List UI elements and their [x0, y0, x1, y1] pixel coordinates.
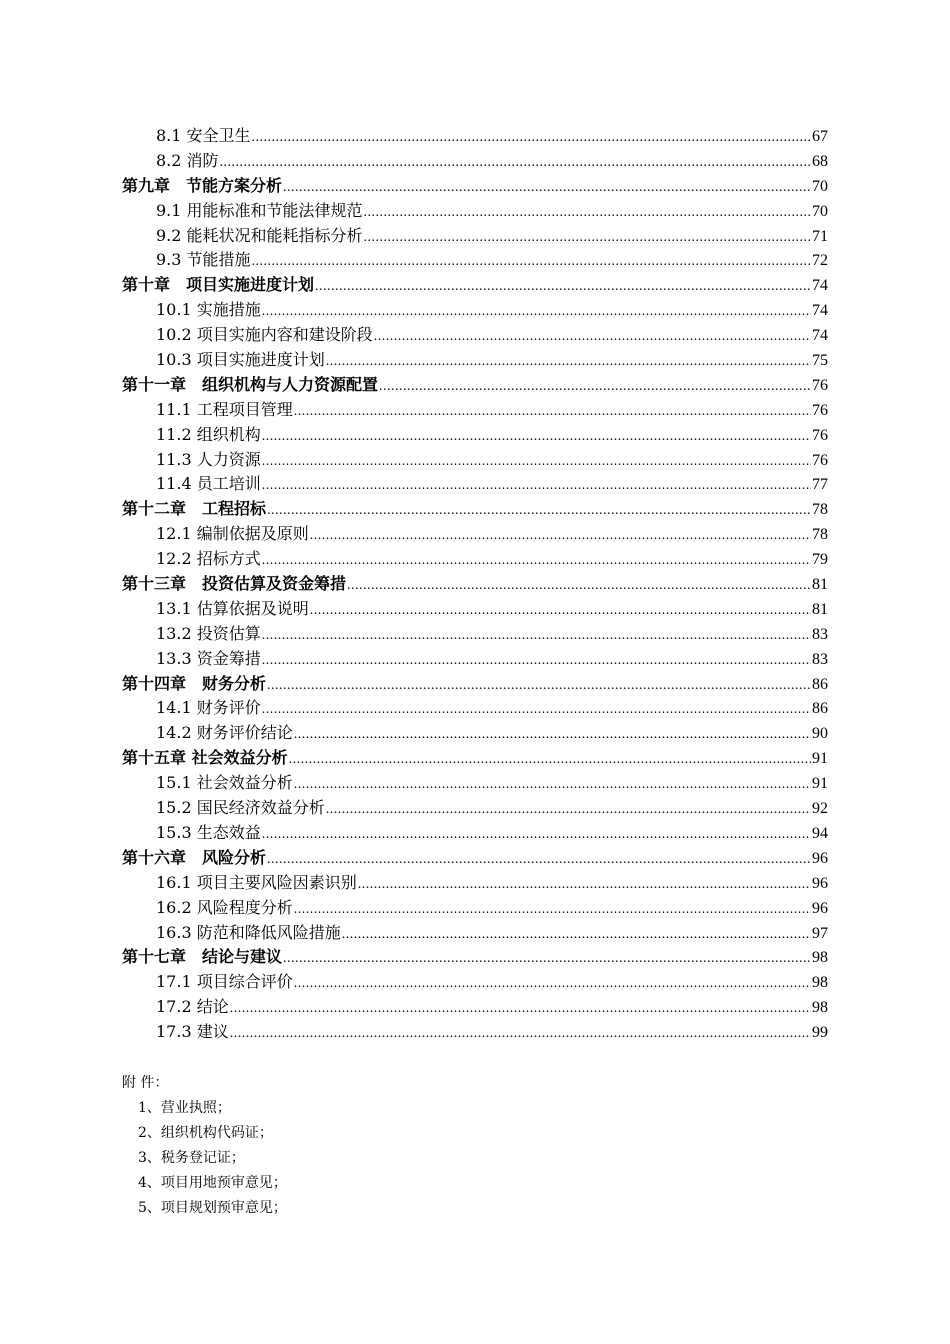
toc-entry-page-number: 81 — [812, 576, 828, 594]
toc-section-entry[interactable] — [122, 970, 828, 995]
toc-chapter-entry[interactable] — [122, 373, 828, 398]
toc-entry-title: 10.1 实施措施 — [156, 300, 261, 320]
toc-entry-page-number: 97 — [812, 924, 828, 942]
toc-entry-title: 17.2 结论 — [156, 997, 229, 1017]
toc-dot-leader — [267, 848, 811, 871]
toc-entry-page-number: 83 — [812, 650, 828, 668]
toc-entry-title: 11.3 人力资源 — [156, 449, 261, 469]
toc-entry-title: 9.3 节能措施 — [156, 250, 251, 270]
toc-entry-title: 10.3 项目实施进度计划 — [156, 350, 325, 370]
table-of-contents — [122, 124, 828, 1045]
attachment-item: 5、项目规划预审意见； — [138, 1200, 287, 1216]
toc-section-entry[interactable] — [122, 796, 828, 821]
toc-chapter-entry[interactable] — [122, 846, 828, 871]
attachments-heading: 附 件： — [122, 1075, 169, 1091]
toc-section-entry[interactable] — [122, 323, 828, 348]
toc-section-entry[interactable] — [122, 647, 828, 672]
attachment-item: 1、营业执照； — [138, 1100, 231, 1116]
toc-section-entry[interactable] — [122, 248, 828, 273]
toc-dot-leader — [220, 151, 811, 174]
toc-entry-page-number: 68 — [812, 152, 828, 170]
toc-entry-title: 15.2 国民经济效益分析 — [156, 798, 325, 818]
toc-entry-title: 15.1 社会效益分析 — [156, 773, 293, 793]
toc-entry-title: 13.3 资金筹措 — [156, 648, 261, 668]
toc-section-entry[interactable] — [122, 423, 828, 448]
toc-chapter-entry[interactable] — [122, 572, 828, 597]
toc-entry-title: 10.2 项目实施内容和建设阶段 — [156, 325, 373, 345]
toc-dot-leader — [230, 1022, 811, 1045]
toc-section-entry[interactable] — [122, 622, 828, 647]
toc-entry-title: 第十三章 投资估算及资金筹措 — [122, 574, 347, 594]
toc-entry-page-number: 74 — [812, 302, 828, 320]
toc-entry-title: 12.2 招标方式 — [156, 549, 261, 569]
toc-section-entry[interactable] — [122, 149, 828, 174]
toc-entry-title: 9.2 能耗状况和能耗指标分析 — [156, 225, 363, 245]
toc-section-entry[interactable] — [122, 821, 828, 846]
toc-entry-page-number: 70 — [812, 202, 828, 220]
toc-entry-page-number: 98 — [812, 999, 828, 1017]
toc-entry-page-number: 94 — [812, 824, 828, 842]
toc-entry-title: 13.2 投资估算 — [156, 623, 261, 643]
toc-section-entry[interactable] — [122, 199, 828, 224]
toc-entry-title: 第十四章 财务分析 — [122, 673, 267, 693]
toc-entry-page-number: 76 — [812, 426, 828, 444]
toc-entry-title: 11.2 组织机构 — [156, 424, 261, 444]
toc-dot-leader — [252, 126, 811, 149]
toc-dot-leader — [267, 499, 811, 522]
toc-entry-title: 12.1 编制依据及原则 — [156, 524, 309, 544]
attachments-section — [122, 1070, 822, 1221]
toc-dot-leader — [294, 972, 811, 995]
toc-dot-leader — [310, 524, 811, 547]
toc-dot-leader — [252, 250, 811, 273]
toc-dot-leader — [289, 748, 811, 771]
toc-entry-title: 14.2 财务评价结论 — [156, 723, 293, 743]
toc-section-entry[interactable] — [122, 124, 828, 149]
toc-dot-leader — [230, 997, 811, 1020]
toc-section-entry[interactable] — [122, 522, 828, 547]
toc-entry-title: 16.1 项目主要风险因素识别 — [156, 872, 357, 892]
toc-dot-leader — [358, 873, 811, 896]
attachment-item: 2、组织机构代码证； — [138, 1125, 273, 1141]
toc-dot-leader — [364, 226, 811, 249]
toc-entry-page-number: 96 — [812, 849, 828, 867]
toc-entry-title: 第九章 节能方案分析 — [122, 175, 283, 195]
toc-entry-page-number: 78 — [812, 526, 828, 544]
toc-dot-leader — [310, 599, 811, 622]
toc-entry-title: 17.3 建议 — [156, 1022, 229, 1042]
toc-entry-title: 17.1 项目综合评价 — [156, 972, 293, 992]
toc-chapter-entry[interactable] — [122, 497, 828, 522]
toc-dot-leader — [262, 649, 811, 672]
toc-dot-leader — [262, 425, 811, 448]
toc-entry-page-number: 91 — [812, 775, 828, 793]
toc-dot-leader — [294, 773, 811, 796]
toc-dot-leader — [374, 325, 811, 348]
toc-dot-leader — [262, 300, 811, 323]
toc-entry-page-number: 96 — [812, 874, 828, 892]
toc-section-entry[interactable] — [122, 871, 828, 896]
toc-entry-page-number: 71 — [812, 227, 828, 245]
toc-dot-leader — [283, 176, 811, 199]
toc-section-entry[interactable] — [122, 696, 828, 721]
toc-dot-leader — [326, 350, 811, 373]
toc-dot-leader — [326, 798, 811, 821]
toc-dot-leader — [379, 375, 811, 398]
toc-entry-title: 15.3 生态效益 — [156, 822, 261, 842]
toc-section-entry[interactable] — [122, 298, 828, 323]
toc-entry-title: 第十章 项目实施进度计划 — [122, 275, 315, 295]
toc-entry-page-number: 98 — [812, 949, 828, 967]
toc-list — [122, 124, 828, 1045]
toc-entry-title: 16.2 风险程度分析 — [156, 897, 293, 917]
toc-entry-page-number: 83 — [812, 625, 828, 643]
toc-section-entry[interactable] — [122, 896, 828, 921]
toc-dot-leader — [262, 549, 811, 572]
toc-entry-title: 14.1 财务评价 — [156, 698, 261, 718]
toc-entry-page-number: 98 — [812, 974, 828, 992]
toc-entry-page-number: 86 — [812, 675, 828, 693]
toc-entry-page-number: 74 — [812, 277, 828, 295]
attachment-item: 4、项目用地预审意见； — [138, 1175, 287, 1191]
toc-dot-leader — [262, 450, 811, 473]
toc-entry-page-number: 91 — [812, 750, 828, 768]
toc-section-entry[interactable] — [122, 597, 828, 622]
toc-section-entry[interactable] — [122, 995, 828, 1020]
toc-entry-page-number: 76 — [812, 451, 828, 469]
toc-dot-leader — [342, 923, 811, 946]
toc-entry-page-number: 76 — [812, 376, 828, 394]
toc-entry-title: 第十六章 风险分析 — [122, 847, 267, 867]
toc-chapter-entry[interactable] — [122, 273, 828, 298]
toc-dot-leader — [262, 698, 811, 721]
toc-entry-title: 16.3 防范和降低风险措施 — [156, 922, 341, 942]
toc-entry-title: 8.1 安全卫生 — [156, 126, 251, 145]
toc-dot-leader — [294, 723, 811, 746]
toc-entry-page-number: 79 — [812, 551, 828, 569]
toc-dot-leader — [315, 275, 811, 298]
toc-section-entry[interactable] — [122, 448, 828, 473]
toc-dot-leader — [294, 400, 811, 423]
toc-chapter-entry[interactable] — [122, 174, 828, 199]
toc-section-entry[interactable] — [122, 224, 828, 249]
toc-entry-page-number: 81 — [812, 600, 828, 618]
toc-dot-leader — [262, 474, 811, 497]
attachments-list — [122, 1096, 822, 1221]
toc-entry-page-number: 67 — [812, 128, 828, 145]
toc-entry-page-number: 92 — [812, 800, 828, 818]
toc-entry-page-number: 96 — [812, 899, 828, 917]
toc-dot-leader — [347, 574, 811, 597]
toc-section-entry[interactable] — [122, 771, 828, 796]
toc-entry-title: 11.1 工程项目管理 — [156, 399, 293, 419]
toc-entry-page-number: 99 — [812, 1024, 828, 1042]
toc-entry-page-number: 86 — [812, 700, 828, 718]
toc-entry-page-number: 75 — [812, 352, 828, 370]
toc-dot-leader — [364, 201, 811, 224]
toc-entry-page-number: 78 — [812, 501, 828, 519]
toc-dot-leader — [283, 947, 811, 970]
toc-entry-page-number: 70 — [812, 177, 828, 195]
toc-entry-title: 9.1 用能标准和节能法律规范 — [156, 200, 363, 220]
toc-entry-page-number: 77 — [812, 476, 828, 494]
toc-entry-title: 第十二章 工程招标 — [122, 499, 267, 519]
toc-entry-title: 8.2 消防 — [156, 150, 219, 170]
toc-section-entry[interactable] — [122, 921, 828, 946]
toc-entry-title: 第十五章 社会效益分析 — [122, 748, 288, 768]
attachment-item: 3、税务登记证； — [138, 1150, 245, 1166]
toc-entry-title: 第十七章 结论与建议 — [122, 947, 283, 967]
toc-chapter-entry[interactable] — [122, 945, 828, 970]
toc-section-entry[interactable] — [122, 398, 828, 423]
toc-entry-title: 11.4 员工培训 — [156, 474, 261, 494]
toc-section-entry[interactable] — [122, 547, 828, 572]
toc-dot-leader — [267, 674, 811, 697]
toc-entry-page-number: 76 — [812, 401, 828, 419]
toc-dot-leader — [262, 823, 811, 846]
toc-entry-page-number: 72 — [812, 252, 828, 270]
toc-chapter-entry[interactable] — [122, 746, 828, 771]
toc-section-entry[interactable] — [122, 472, 828, 497]
toc-dot-leader — [294, 898, 811, 921]
toc-section-entry[interactable] — [122, 721, 828, 746]
toc-section-entry[interactable] — [122, 1020, 828, 1045]
toc-entry-page-number: 90 — [812, 725, 828, 743]
toc-entry-title: 13.1 估算依据及说明 — [156, 598, 309, 618]
toc-dot-leader — [262, 624, 811, 647]
toc-entry-title: 第十一章 组织机构与人力资源配置 — [122, 374, 379, 394]
toc-chapter-entry[interactable] — [122, 672, 828, 697]
toc-entry-page-number: 74 — [812, 327, 828, 345]
toc-section-entry[interactable] — [122, 348, 828, 373]
